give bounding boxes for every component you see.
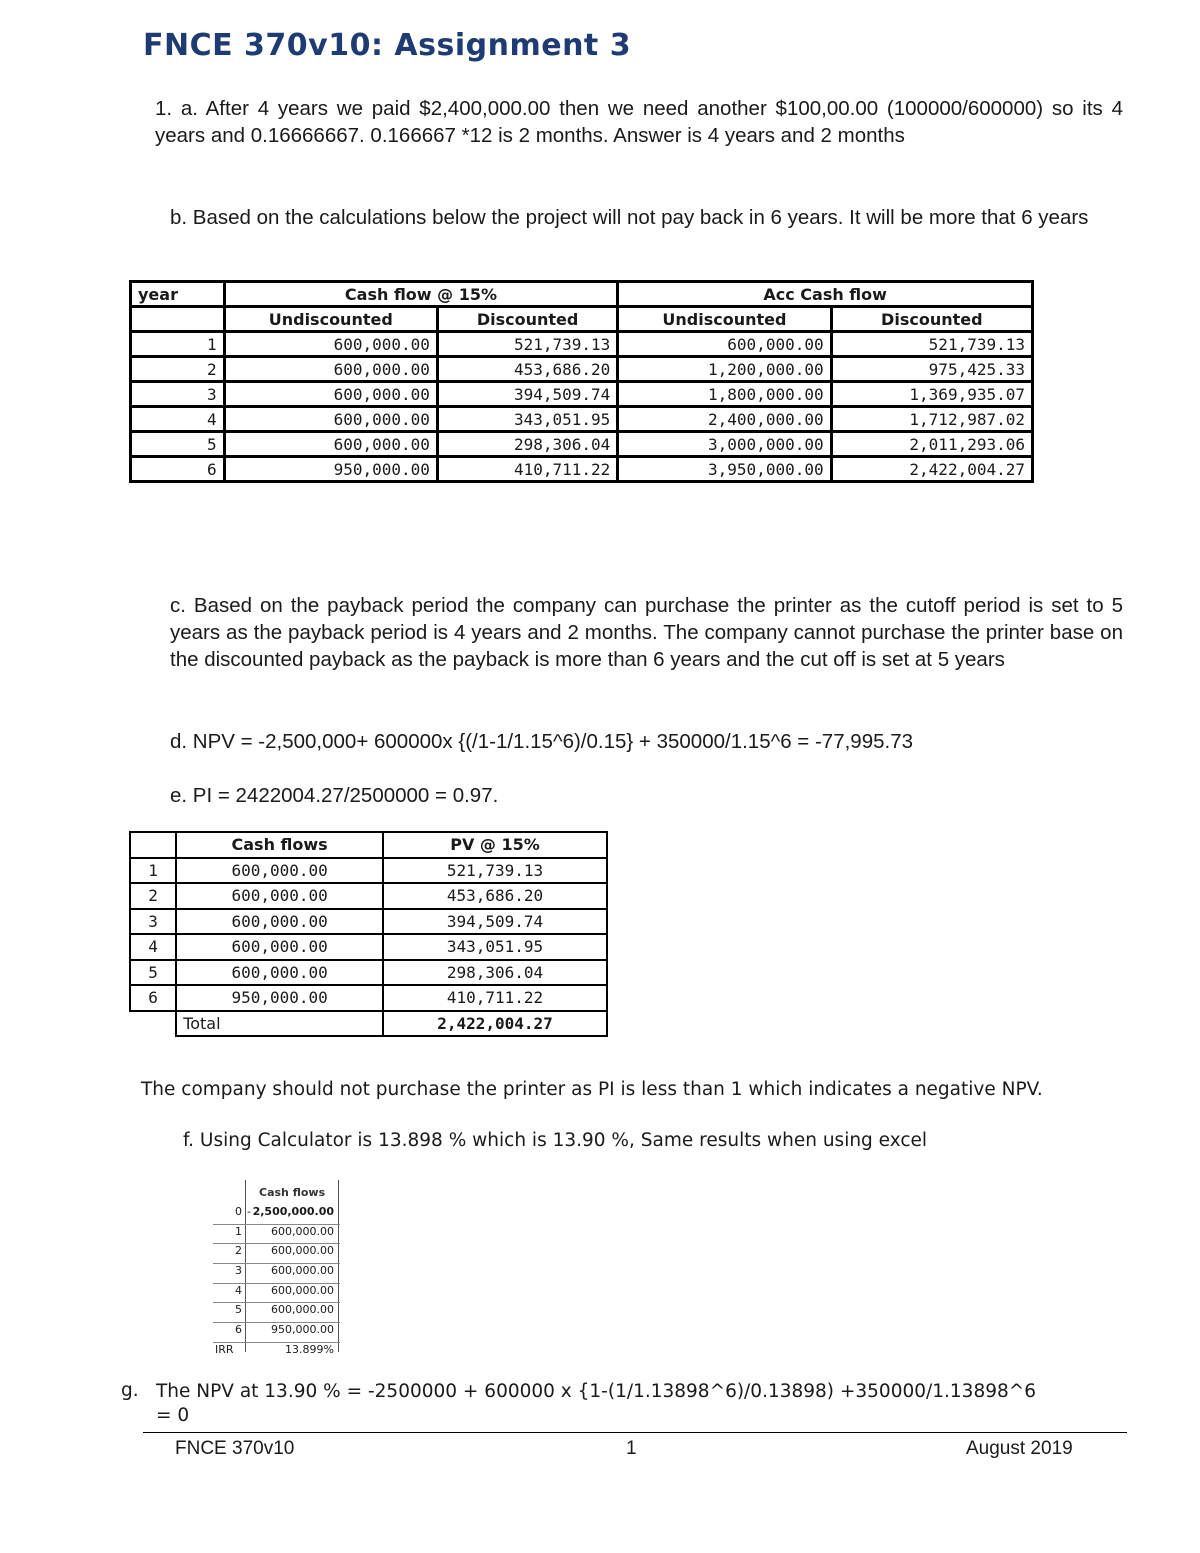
table-row bbox=[213, 1303, 340, 1323]
cell-acc-discounted: 2,422,004.27 bbox=[831, 457, 1032, 482]
header-blank bbox=[130, 832, 176, 858]
table-row bbox=[213, 1205, 340, 1225]
cell-year: 5 bbox=[131, 432, 225, 457]
irr-period: 1 bbox=[235, 1224, 242, 1238]
answer-1b: b. Based on the calculations below the project will not pay back in 6 years. It will be more that 6 years bbox=[170, 206, 1089, 229]
cell-period: 1 bbox=[130, 858, 176, 884]
payback-table bbox=[129, 280, 1034, 483]
table-row bbox=[131, 457, 1033, 482]
cell-period: 2 bbox=[130, 883, 176, 909]
footer-divider bbox=[143, 1432, 1127, 1433]
table-total-row bbox=[130, 1011, 607, 1037]
table-row bbox=[213, 1284, 340, 1304]
cell-pv: 298,306.04 bbox=[383, 960, 607, 986]
cell-acc-undiscounted: 3,000,000.00 bbox=[618, 432, 831, 457]
answer-1e: e. PI = 2422004.27/2500000 = 0.97. bbox=[170, 784, 499, 807]
cell-year: 2 bbox=[131, 357, 225, 382]
cell-year: 4 bbox=[131, 407, 225, 432]
cell-period: 5 bbox=[130, 960, 176, 986]
cell-cash-flow: 600,000.00 bbox=[176, 858, 383, 884]
irr-period: 2 bbox=[235, 1244, 242, 1258]
irr-header: Cash flows bbox=[259, 1186, 326, 1199]
table-row bbox=[130, 909, 607, 935]
cell-cash-flow: 600,000.00 bbox=[176, 883, 383, 909]
table-row bbox=[130, 858, 607, 884]
cell-period: 6 bbox=[130, 985, 176, 1011]
answer-1g-line2: = 0 bbox=[156, 1405, 190, 1426]
irr-excel-snippet bbox=[213, 1180, 340, 1356]
cell-cash-flow: 600,000.00 bbox=[176, 909, 383, 935]
cell-cf-discounted: 343,051.95 bbox=[437, 407, 617, 432]
cell-blank bbox=[130, 1011, 176, 1037]
table-row bbox=[131, 382, 1033, 407]
cell-cash-flow: 600,000.00 bbox=[176, 934, 383, 960]
header-acc-cash-flow: Acc Cash flow bbox=[618, 282, 1033, 307]
answer-1f: f. Using Calculator is 13.898 % which is 13.90 %, Same results when using excel bbox=[183, 1130, 928, 1151]
cell-year: 1 bbox=[131, 332, 225, 357]
answer-1g bbox=[156, 1380, 1126, 1428]
cell-acc-discounted: 975,425.33 bbox=[831, 357, 1032, 382]
table-row bbox=[213, 1244, 340, 1264]
pv-table bbox=[129, 831, 608, 1037]
irr-cash-flow: 600,000.00 bbox=[271, 1224, 334, 1238]
cell-pv: 343,051.95 bbox=[383, 934, 607, 960]
footer-date: August 2019 bbox=[966, 1438, 1073, 1459]
table-row bbox=[130, 883, 607, 909]
cell-cf-discounted: 453,686.20 bbox=[437, 357, 617, 382]
irr-period: 4 bbox=[235, 1283, 242, 1297]
cell-acc-undiscounted: 600,000.00 bbox=[618, 332, 831, 357]
cell-pv: 453,686.20 bbox=[383, 883, 607, 909]
answer-1g-line1: The NPV at 13.90 % = -2500000 + 600000 x {1-(1/1.13898^6)/0.13898) +350000/1.13898^6 bbox=[156, 1381, 1037, 1402]
cell-cf-discounted: 298,306.04 bbox=[437, 432, 617, 457]
answer-1c: c. Based on the payback period the company can purchase the printer as the cutoff period is set to 5 years as the payback period is 4 years and 2 months. The company cannot purchase the printer base on the discounted payback as the payback is more than 6 years and the cut off is set at 5 years bbox=[170, 594, 1123, 671]
header-cash-flows: Cash flows bbox=[176, 832, 383, 858]
cell-year: 6 bbox=[131, 457, 225, 482]
header-undiscounted: Undiscounted bbox=[224, 307, 437, 332]
table-row bbox=[213, 1264, 340, 1284]
cell-cf-undiscounted: 950,000.00 bbox=[224, 457, 437, 482]
cell-acc-undiscounted: 2,400,000.00 bbox=[618, 407, 831, 432]
header-cash-flow: Cash flow @ 15% bbox=[224, 282, 618, 307]
irr-cash-flow: 600,000.00 bbox=[271, 1244, 334, 1258]
header-blank bbox=[131, 307, 225, 332]
cell-cf-discounted: 521,739.13 bbox=[437, 332, 617, 357]
header-pv: PV @ 15% bbox=[383, 832, 607, 858]
footer-course: FNCE 370v10 bbox=[175, 1438, 295, 1459]
irr-value: 13.899% bbox=[285, 1342, 334, 1356]
irr-cash-flow: 600,000.00 bbox=[271, 1303, 334, 1317]
cell-acc-undiscounted: 1,200,000.00 bbox=[618, 357, 831, 382]
header-year: year bbox=[131, 282, 225, 307]
irr-sign: - bbox=[247, 1205, 251, 1218]
header-discounted: Discounted bbox=[437, 307, 617, 332]
cell-period: 3 bbox=[130, 909, 176, 935]
total-value: 2,422,004.27 bbox=[383, 1011, 607, 1037]
table-row bbox=[130, 960, 607, 986]
cell-cf-undiscounted: 600,000.00 bbox=[224, 382, 437, 407]
cell-cf-undiscounted: 600,000.00 bbox=[224, 432, 437, 457]
cell-acc-undiscounted: 1,800,000.00 bbox=[618, 382, 831, 407]
answer-1d: d. NPV = -2,500,000+ 600000x {(/1-1/1.15^6)/0.15} + 350000/1.15^6 = -77,995.73 bbox=[170, 730, 914, 753]
answer-1g-label: g. bbox=[121, 1380, 139, 1401]
cell-cf-undiscounted: 600,000.00 bbox=[224, 332, 437, 357]
cell-pv: 394,509.74 bbox=[383, 909, 607, 935]
irr-period: 6 bbox=[235, 1323, 242, 1337]
cell-pv: 410,711.22 bbox=[383, 985, 607, 1011]
cell-acc-undiscounted: 3,950,000.00 bbox=[618, 457, 831, 482]
header-acc-undiscounted: Undiscounted bbox=[618, 307, 831, 332]
cell-cf-undiscounted: 600,000.00 bbox=[224, 407, 437, 432]
irr-row bbox=[213, 1343, 340, 1359]
page-title: FNCE 370v10: Assignment 3 bbox=[143, 28, 632, 63]
cell-cf-undiscounted: 600,000.00 bbox=[224, 357, 437, 382]
cell-period: 4 bbox=[130, 934, 176, 960]
cell-acc-discounted: 2,011,293.06 bbox=[831, 432, 1032, 457]
table-row bbox=[131, 407, 1033, 432]
cell-cash-flow: 950,000.00 bbox=[176, 985, 383, 1011]
cell-cf-discounted: 410,711.22 bbox=[437, 457, 617, 482]
table-row bbox=[130, 934, 607, 960]
answer-1a: 1. a. After 4 years we paid $2,400,000.00 then we need another $100,00.00 (100000/600000) so its 4 years and 0.16666667. 0.166667 *12 is 2 months. Answer is 4 years and 2 months bbox=[155, 97, 1123, 147]
irr-cash-flow: 950,000.00 bbox=[271, 1323, 334, 1337]
irr-cash-flow: 600,000.00 bbox=[271, 1264, 334, 1278]
cell-acc-discounted: 1,369,935.07 bbox=[831, 382, 1032, 407]
cell-acc-discounted: 1,712,987.02 bbox=[831, 407, 1032, 432]
footer-page-number: 1 bbox=[626, 1438, 637, 1459]
cell-year: 3 bbox=[131, 382, 225, 407]
irr-period: 5 bbox=[235, 1303, 242, 1317]
header-acc-discounted: Discounted bbox=[831, 307, 1032, 332]
table-row bbox=[131, 332, 1033, 357]
irr-label: IRR bbox=[215, 1342, 234, 1356]
cell-cash-flow: 600,000.00 bbox=[176, 960, 383, 986]
cell-cf-discounted: 394,509.74 bbox=[437, 382, 617, 407]
table-row bbox=[213, 1225, 340, 1245]
irr-period: 3 bbox=[235, 1264, 242, 1278]
irr-cash-flow: 2,500,000.00 bbox=[252, 1205, 334, 1218]
irr-period: 0 bbox=[235, 1205, 242, 1218]
conclusion-text: The company should not purchase the printer as PI is less than 1 which indicates a negative NPV. bbox=[141, 1079, 1043, 1100]
table-row bbox=[131, 432, 1033, 457]
total-label: Total bbox=[176, 1011, 383, 1037]
irr-cash-flow: 600,000.00 bbox=[271, 1283, 334, 1297]
cell-pv: 521,739.13 bbox=[383, 858, 607, 884]
table-row bbox=[131, 357, 1033, 382]
table-row bbox=[130, 985, 607, 1011]
table-row bbox=[213, 1323, 340, 1343]
cell-acc-discounted: 521,739.13 bbox=[831, 332, 1032, 357]
